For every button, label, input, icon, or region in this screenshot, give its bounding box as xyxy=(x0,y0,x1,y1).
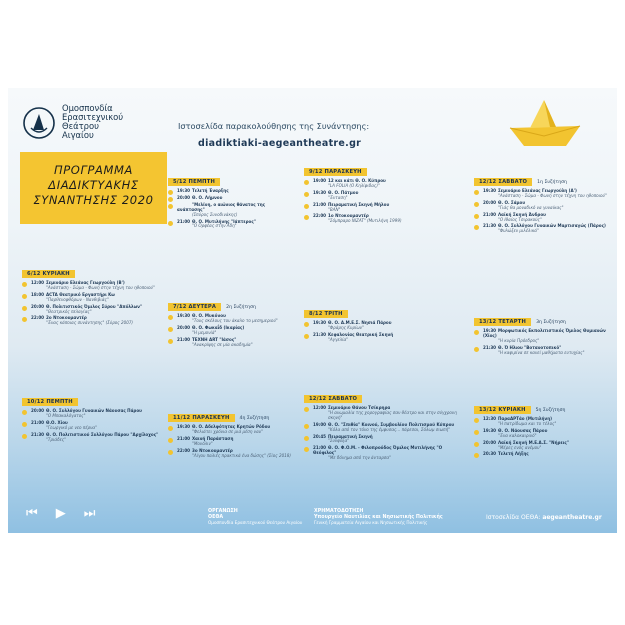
event-time: 19:00 xyxy=(313,421,327,427)
event-time: 21:30 xyxy=(483,223,497,229)
day-block xyxy=(474,396,610,457)
event-name: Τελετή Έναρξης xyxy=(192,188,229,193)
event-name: Θ. Ο. Μυκόνου xyxy=(192,313,226,318)
event-item xyxy=(168,220,288,230)
bullet-icon xyxy=(304,180,309,185)
bullet-icon xyxy=(168,221,173,226)
event-item xyxy=(474,452,610,457)
paper-boat-icon xyxy=(506,96,584,154)
event-time: 21:00 xyxy=(313,445,327,451)
event-desc: "Σόμπραρο NIZAT" (Μυτιλήνη 1999) xyxy=(328,218,402,224)
event-time: 20:00 xyxy=(483,439,497,445)
day-label: 5/12 ΠΕΜΠΤΗ xyxy=(168,178,220,186)
event-desc: "Ανακρίψης σε μία ακαδημία" xyxy=(192,341,253,347)
oetha-logo-icon xyxy=(22,106,56,140)
organizer-full-name: Ομοσπονδία Ερασιτεχνικού Θεάτρου Αιγαίου xyxy=(208,520,303,526)
event-name: Θ. Ο. Νάουσας Πάρου xyxy=(498,427,548,433)
event-name: Θ. Ο. Α.Μ.Ε.Σ. Νησιά Πάρου xyxy=(328,320,392,325)
bullet-icon xyxy=(22,294,27,299)
event-desc: "Η μεμονίά" xyxy=(192,329,217,335)
event-desc: "Φράρης Κυρίων" xyxy=(328,324,364,330)
event-desc: "Φελιάτει χρόνια σε μιά μέση ναυ" xyxy=(192,428,264,434)
bullet-icon xyxy=(22,410,27,415)
event-list xyxy=(304,321,454,343)
org-line: Θεάτρου xyxy=(62,121,99,131)
event-name: Σεμινάριο Ελεάνας Γεωργούλη (Α') xyxy=(498,188,577,193)
bullet-icon xyxy=(304,436,309,441)
bullet-icon xyxy=(304,447,309,452)
event-item xyxy=(304,423,464,433)
day-block xyxy=(474,168,610,234)
day-block xyxy=(304,158,454,224)
event-item xyxy=(22,281,160,291)
day-label: 11/12 ΠΑΡΑΣΚΕΥΗ xyxy=(168,414,235,422)
event-time: 21:00 xyxy=(31,419,45,425)
event-list xyxy=(168,425,298,458)
event-time: 19:30 xyxy=(177,424,191,429)
day-label: 6/12 ΚΥΡΙΑΚΗ xyxy=(22,270,75,278)
event-desc: "LA FOLIA (Ο Κηλίφιδας)" xyxy=(328,182,380,188)
event-item xyxy=(168,449,298,459)
day-label: 12/12 ΣΑΒΒΑΤΟ xyxy=(474,178,532,186)
event-time: 19:30 xyxy=(483,427,497,433)
event-time: 19:30 xyxy=(313,189,327,195)
event-desc: "Ένταση" xyxy=(328,194,348,200)
event-item xyxy=(22,409,162,419)
event-name: Θ. Πολιτιστικός Όμιλος Σύρου "Απόλλων" xyxy=(46,303,143,309)
bullet-icon xyxy=(474,347,479,352)
bullet-icon xyxy=(168,450,173,455)
event-name: ΤΕΧΝΗ ART "Ιάσος" xyxy=(192,336,237,342)
event-list xyxy=(304,179,454,224)
event-desc: "Μονόλιν" xyxy=(192,440,213,446)
event-desc: "Φυλώξεν μιλέλικά" xyxy=(498,228,539,234)
sponsor-secondary: Γενική Γραμματεία Αιγαίου και Νησιωτικής Πολιτικής xyxy=(314,520,428,526)
event-desc: "ΒΑΝ" xyxy=(328,206,341,212)
event-name: Θ. Ο. Πολιτιστικού Συλλόγου Πάρου "Αρχίλοχος" xyxy=(46,431,159,437)
event-item xyxy=(168,326,294,336)
event-time: 20:00 xyxy=(177,194,191,200)
day-block xyxy=(304,300,454,343)
footer-site-label: Ιστοσελίδα ΟΕΘΑ: xyxy=(486,514,541,521)
event-item xyxy=(22,293,160,303)
event-name: Θ. Ο. Αδελφότητας Κρητών Ρόδου xyxy=(192,424,271,429)
event-item xyxy=(304,406,464,421)
event-name: ΠαραΑΡΤάο (Μυτιλήνη) xyxy=(498,416,552,421)
event-desc: "Τριάδες" xyxy=(46,436,67,442)
event-time: 21:30 xyxy=(483,344,497,350)
event-name: Λαϊκή Σκηνή Μ.Ε.Α.Σ. "Νήρεις" xyxy=(498,439,569,445)
event-desc: "Συνφύξα" xyxy=(328,438,350,444)
event-time: 19:30 xyxy=(177,313,191,318)
event-time: 21:30 xyxy=(313,331,327,337)
event-item xyxy=(168,425,298,435)
play-icon[interactable]: ▶ xyxy=(55,506,66,521)
event-desc: "Μέρες ενός ανέμου" xyxy=(498,444,542,450)
event-time: 18:00 xyxy=(31,291,45,297)
event-desc: (Σπύρος Συνοδινάκης) xyxy=(192,211,238,217)
tagline: Ιστοσελίδα παρακολούθησης της Συνάντησης: xyxy=(178,121,370,131)
event-item xyxy=(474,329,610,344)
event-item xyxy=(22,421,162,431)
bullet-icon xyxy=(22,317,27,322)
event-desc: "Η κυρία Πρόεδρος" xyxy=(498,337,540,343)
event-name: Θ. Ο. Συλλόγου Γυναικών Μαρτισαγώς (Πάρος) xyxy=(498,223,606,229)
event-name: Θ. Ο. Μυτιλήνης "Ιάπτερος" xyxy=(192,218,256,224)
event-item xyxy=(168,189,288,194)
bullet-icon xyxy=(168,339,173,344)
day-label: 12/12 ΣΑΒΒΑΤΟ xyxy=(304,395,362,403)
event-name: Σεμινάριο Θάνου Τσίκρηρα xyxy=(328,405,391,410)
event-desc: "Ανάσταση - Σώμα - Φωνή στην τέχνη του ηθοποιού" xyxy=(46,284,155,290)
day-block xyxy=(304,385,464,461)
org-line: Αιγαίου xyxy=(62,130,94,140)
event-time: 19:30 xyxy=(313,320,327,325)
bullet-icon xyxy=(474,442,479,447)
event-time: 12:00 xyxy=(31,280,45,285)
discussion-tag: 4η Συζήτηση xyxy=(239,416,270,421)
event-item xyxy=(22,316,160,326)
event-name: Θ. Ο. Φ.Ο.Μ. - Φιλοπροόδος Όμιλος Μυτιλήνης "Ο Θεόφιλος" xyxy=(313,445,443,456)
day-label: 13/12 ΤΕΤΑΡΤΗ xyxy=(474,318,531,326)
event-item xyxy=(22,433,162,443)
event-name: Σεμινάριο Ελεάνας Γεωργούλη (Β') xyxy=(46,280,125,285)
sponsor-label: ΧΡΗΜΑΤΟΔΟΤΗΣΗ xyxy=(314,509,364,514)
event-item xyxy=(474,201,610,211)
discussion-tag: 2η Συζήτηση xyxy=(226,305,256,310)
event-name: "Μελίνη, ο αιώνιος θάνατος της ανάπτασης" xyxy=(177,201,266,212)
event-item xyxy=(474,213,610,223)
event-desc: "Ένα καλοκαιρινό" xyxy=(498,432,537,438)
event-item xyxy=(474,441,610,451)
event-item xyxy=(304,333,454,343)
title-line: ΠΡΟΓΡΑΜΜΑ xyxy=(54,163,133,177)
event-item xyxy=(168,314,294,324)
event-name: Χαινή Παράσταση xyxy=(192,435,234,441)
event-name: Θ. Ο. Συλλόγου Γυναικών Νάουσας Πάρου xyxy=(46,408,142,413)
event-time: 22:00 xyxy=(31,315,45,321)
event-item xyxy=(168,338,294,348)
organizer-name: ΟΕΘΑ xyxy=(208,515,224,521)
event-desc: "Θεατρικός πελαγίας" xyxy=(46,308,92,314)
event-time: 20:45 xyxy=(313,433,327,439)
bullet-icon xyxy=(22,306,27,311)
event-desc: "Αγγελία" xyxy=(328,336,349,342)
event-time: 19:30 xyxy=(483,328,497,333)
bullet-icon xyxy=(168,315,173,320)
event-name: Θ. Ό Ηλιου "Βοτανοτοπικό" xyxy=(498,344,562,350)
day-label: 10/12 ΠΕΜΠΤΗ xyxy=(22,398,78,406)
event-item xyxy=(474,224,610,234)
day-block xyxy=(168,404,298,458)
event-item xyxy=(474,189,610,199)
title-line: ΔΙΑΔΙΚΤΥΑΚΗΣ xyxy=(48,178,139,192)
event-item xyxy=(22,305,160,315)
event-time: 21:00 xyxy=(313,201,327,207)
event-desc: "Η ανωμαλία της χορογραφίας σαν θέατρο και στην σύγχρονη σκηνή" xyxy=(328,409,457,420)
event-desc: "Ανάσταση - Σώμα - Φωνή στην τέχνη του ηθοποιού" xyxy=(498,192,607,198)
event-item xyxy=(304,191,454,201)
event-time: 12:00 xyxy=(313,405,327,410)
event-time: 21:00 xyxy=(177,218,191,224)
event-time: 21:30 xyxy=(31,431,45,437)
bullet-icon xyxy=(304,407,309,412)
event-name: Πειραματική Σκηνή xyxy=(328,433,373,439)
event-item xyxy=(474,417,610,427)
bullet-icon xyxy=(304,204,309,209)
sponsor-credit xyxy=(314,508,443,526)
day-label: 7/12 ΔΕΥΤΕΡΑ xyxy=(168,303,221,311)
event-time: 19:30 xyxy=(483,188,497,193)
event-time: 19:30 xyxy=(177,188,191,193)
footer-site[interactable] xyxy=(486,514,602,521)
bullet-icon xyxy=(474,190,479,195)
discussion-tag: 1η Συζήτηση xyxy=(537,180,567,185)
event-name: Θ. Ο. Πάτμου xyxy=(328,189,359,195)
bullet-icon xyxy=(304,192,309,197)
event-time: 20:00 xyxy=(31,408,45,413)
bullet-icon xyxy=(168,197,173,202)
bullet-icon xyxy=(304,334,309,339)
event-list xyxy=(474,189,610,234)
event-name: 2ο Ντοκουμαντέρ xyxy=(46,315,87,321)
day-block xyxy=(22,260,160,326)
event-time: 20:30 xyxy=(483,451,497,457)
event-desc: "Η πατρίδωμα και το τέλος" xyxy=(498,420,557,426)
discussion-tag: 3η Συζήτηση xyxy=(536,320,566,325)
sponsor-name: Υπουργείο Ναυτιλίας και Νησιωτικής Πολιτικής xyxy=(314,515,443,521)
bullet-icon xyxy=(22,422,27,427)
org-line: Ερασιτεχνικού xyxy=(62,112,124,122)
footer-site-link[interactable]: aegeantheatre.gr xyxy=(542,514,602,521)
event-time: 22:00 xyxy=(177,447,191,453)
event-time: 20:00 xyxy=(31,303,45,309)
event-time: 20:00 xyxy=(483,199,497,205)
event-item xyxy=(474,346,610,356)
event-desc: "Ένας κάποιας συνάντησης" (Σύρος 2007) xyxy=(46,320,134,326)
day-block xyxy=(474,308,610,356)
title-line: ΣΥΝΑΝΤΗΣΗΣ 2020 xyxy=(33,193,154,207)
event-time: 20:00 xyxy=(177,324,191,330)
event-list xyxy=(168,314,294,347)
event-desc: "Ο Ορφέας στην Άδη" xyxy=(192,223,237,229)
bullet-icon xyxy=(168,204,173,209)
bullet-icon xyxy=(474,214,479,219)
bullet-icon xyxy=(474,330,479,335)
event-name: 3ο Ντοκουμαντέρ xyxy=(192,447,233,453)
bullet-icon xyxy=(474,202,479,207)
event-name: Θ. Ο. "Σπιθία" Κοινού, Συμβουλίου Πολιτισμού Κύπρου xyxy=(328,421,455,427)
event-item xyxy=(304,203,454,213)
event-item xyxy=(304,435,464,445)
next-icon[interactable]: ⏭ xyxy=(83,506,96,521)
bullet-icon xyxy=(304,322,309,327)
event-time: 21:00 xyxy=(177,336,191,342)
event-name: 1ο Ντοκουμαντέρ xyxy=(328,213,369,219)
event-list xyxy=(22,281,160,326)
event-item xyxy=(304,179,454,189)
event-desc: "Παρθενοφθόρων - Νανθιβιάς" xyxy=(46,296,109,302)
event-item xyxy=(474,429,610,439)
event-name: Πειραματική Σκηνή Μήλου xyxy=(328,201,390,207)
event-desc: "Γιάς θα μοναδικό να γυναίκας" xyxy=(498,204,564,210)
bullet-icon xyxy=(304,215,309,220)
event-name: Κεφαλονίας Θεατρική Σκηνή xyxy=(328,331,394,337)
event-desc: "Λίγου παλιές πρακτικά ένα δώσης" (Σίος 2018) xyxy=(192,452,291,458)
day-block xyxy=(168,293,294,347)
bullet-icon xyxy=(168,426,173,431)
event-name: 12 και κάτι Θ. Ο. Κύπρου xyxy=(328,178,386,183)
event-item xyxy=(304,214,454,224)
event-list xyxy=(474,417,610,457)
bullet-icon xyxy=(168,190,173,195)
event-item xyxy=(168,203,288,218)
site-link[interactable]: diadiktiaki-aegeantheatre.gr xyxy=(198,138,362,149)
event-desc: "Η καφιρίνα σε κανεί μαθήματα ευτυχίας" xyxy=(498,349,585,355)
event-time: 22:00 xyxy=(313,213,327,219)
event-name: Θ.Ο. Χίου xyxy=(46,419,68,425)
bullet-icon xyxy=(22,282,27,287)
organizer-credit xyxy=(208,508,302,526)
event-desc: "Τους σκέλους του άκαλο το μεσημεριού" xyxy=(192,317,278,323)
bullet-icon xyxy=(168,327,173,332)
event-item xyxy=(168,437,298,447)
media-controls xyxy=(26,506,113,521)
day-label: 9/12 ΠΑΡΑΣΚΕΥΗ xyxy=(304,168,367,176)
bullet-icon xyxy=(474,418,479,423)
day-block xyxy=(22,388,162,442)
event-desc: "Γεωργικό με νεο πέρνα" xyxy=(46,424,97,430)
event-desc: "Με δόνημα από την άνταρσα" xyxy=(328,455,391,461)
event-name: Μορφωτικός Εκπολιτιστικός Όμιλος Θυμιανών (Χίος) xyxy=(483,328,606,338)
bullet-icon xyxy=(304,424,309,429)
event-name: Θ. Ο. Λήμνου xyxy=(192,194,223,200)
event-list xyxy=(168,189,288,229)
program-poster xyxy=(8,88,617,533)
day-label: 13/12 ΚΥΡΙΑΚΗ xyxy=(474,406,531,414)
day-label: 8/12 ΤΡΙΤΗ xyxy=(304,310,348,318)
event-desc: "Ο Ιθαίος Τσιρακούς" xyxy=(498,216,542,222)
previous-icon[interactable]: ⏮ xyxy=(26,506,38,521)
event-list xyxy=(474,329,610,356)
event-time: 21:00 xyxy=(483,211,497,217)
event-desc: "Κόλα από τον τόνο της έμφυσας... πάρεσαι, Σόλωμ σιωπή" xyxy=(328,426,451,432)
event-name: Τελετή Λήξης xyxy=(498,451,529,457)
event-time: 12:30 xyxy=(483,416,497,421)
event-name: Λαϊκή Σκηνή Άνδρου xyxy=(498,211,546,217)
bullet-icon xyxy=(168,438,173,443)
event-name: Θ. Ο. Φωκαΐδ (Ικαρίας) xyxy=(192,324,245,330)
program-title xyxy=(20,152,167,224)
event-list xyxy=(22,409,162,442)
organizer-label: ΟΡΓΑΝΩΣΗ xyxy=(208,509,238,514)
event-name: ACTA Θεατρικό Εργαστήρι Κω xyxy=(46,291,115,297)
bullet-icon xyxy=(22,434,27,439)
day-block xyxy=(168,168,288,229)
event-item xyxy=(304,446,464,461)
event-time: 21:00 xyxy=(177,435,191,441)
organization-name xyxy=(62,104,123,140)
event-time: 19:00 xyxy=(313,178,327,183)
event-item xyxy=(168,196,288,201)
event-item xyxy=(304,321,454,331)
bullet-icon xyxy=(474,430,479,435)
bullet-icon xyxy=(474,453,479,458)
org-line: Ομοσπονδία xyxy=(62,103,113,113)
event-list xyxy=(304,406,464,461)
event-name: Θ. Ο. Σάμου xyxy=(498,199,526,205)
bullet-icon xyxy=(474,225,479,230)
discussion-tag: 5η Συζήτηση xyxy=(535,408,566,413)
event-desc: "Ο Μπακαλόγατος" xyxy=(46,412,86,418)
